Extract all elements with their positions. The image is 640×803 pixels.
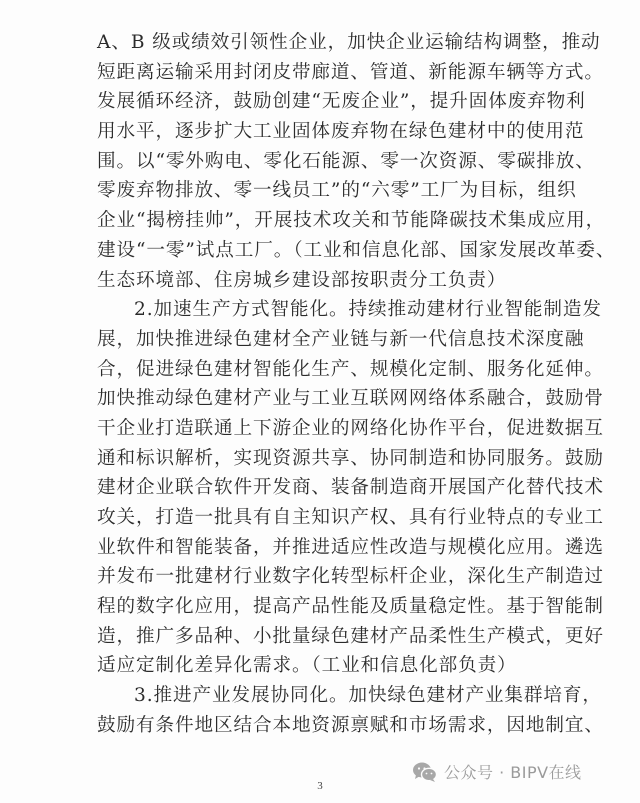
text-line: 程的数字化应用，提高产品性能及质量稳定性。基于智能制	[97, 596, 604, 618]
text-line: 建设“一零”试点工厂。（工业和信息化部、国家发展改革委、	[97, 239, 616, 261]
text-line: 短距离运输采用封闭皮带廊道、管道、新能源车辆等方式。	[97, 61, 604, 83]
text-line: 建材企业联合软件开发商、装备制造商开展国产化替代技术	[97, 477, 604, 499]
text-line: 攻关，打造一批具有自主知识产权、具有行业特点的专业工	[97, 507, 604, 528]
page-number: 3	[317, 780, 323, 792]
text-line: 展，加快推进绿色建材全产业链与新一代信息技术深度融	[97, 328, 585, 350]
text-line: A、B 级或绩效引领性企业，加快企业运输结构调整，推动	[97, 32, 601, 53]
text-line: 通和标识解析，实现资源共享、协同制造和协同服务。鼓励	[97, 447, 604, 469]
text-line: 零废弃物排放、零一线员工”的“六零”工厂为目标，组织	[97, 180, 577, 202]
text-line: 用水平，逐步扩大工业固体废弃物在绿色建材中的使用范	[97, 121, 585, 143]
text-line: 合，促进绿色建材智能化生产、规模化定制、服务化延伸。	[97, 358, 604, 380]
text-line: 适应定制化差异化需求。（工业和信息化部负责）	[97, 655, 517, 677]
text-line: 企业“揭榜挂帅”，开展技术攻关和节能降碳技术集成应用，	[97, 210, 606, 232]
text-line: 鼓励有条件地区结合本地资源禀赋和市场需求，因地制宜、	[97, 714, 604, 736]
text-line: 造，推广多品种、小批量绿色建材产品柔性生产模式，更好	[97, 625, 604, 647]
section-heading-line: 3.推进产业发展协同化。加快绿色建材产业集群培育，	[134, 685, 602, 707]
watermark-text: 公众号 · BIPV在线	[444, 763, 582, 782]
text-line: 并发布一批建材行业数字化转型标杆企业，深化生产制造过	[97, 566, 604, 588]
text-line: 生态环境部、住房城乡建设部按职责分工负责）	[97, 269, 507, 291]
text-line: 加快推动绿色建材产业与工业互联网网络体系融合，鼓励骨	[97, 388, 604, 410]
document-body	[97, 28, 616, 741]
text-line: 发展循环经济，鼓励创建“无废企业”，提升固体废弃物利	[97, 91, 586, 113]
text-line: 围。以“零外购电、零化石能源、零一次资源、零碳排放、	[97, 150, 595, 172]
text-line: 干企业打造联通上下游企业的网络化协作平台，促进数据互	[97, 417, 604, 439]
text-line: 业软件和智能装备，并推进适应性改造与规模化应用。遴选	[97, 536, 604, 558]
section-heading-line: 2.加速生产方式智能化。持续推动建材行业智能制造发	[134, 299, 602, 321]
